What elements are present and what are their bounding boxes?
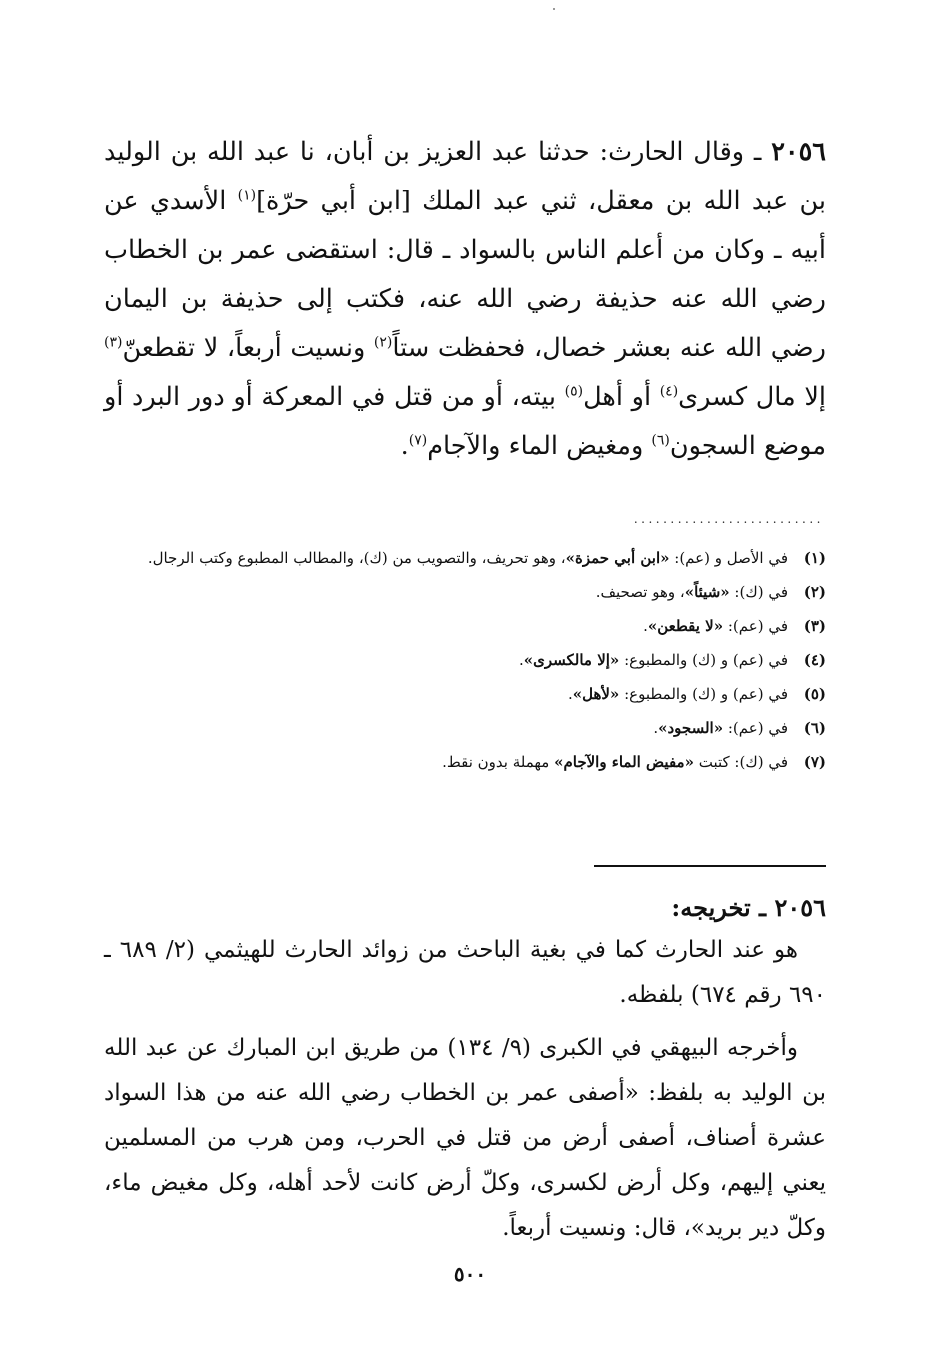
footnote-ref: (٦): [651, 432, 670, 449]
footnote-text-part: .: [518, 651, 524, 669]
footnote-text-part: في (عم):: [723, 617, 788, 635]
scan-speck: [553, 8, 555, 10]
takhrij-heading: ٢٠٥٦ ـ تخريجه:: [671, 893, 826, 922]
takhrij-section: [104, 888, 826, 1251]
footnote-text-part: في (عم) و (ك) والمطبوع:: [619, 685, 788, 703]
footnote-text-part: .: [653, 719, 659, 737]
hadith-text-part: ونسيت أربعاً، لا تقطعنّ: [122, 333, 374, 363]
footnote-quote: «شيئاً»: [684, 583, 730, 601]
footnote-item: [104, 643, 826, 677]
footnote-text-part: في (عم):: [723, 719, 788, 737]
footnote-number: (٦): [803, 719, 826, 737]
footnote-text: [104, 745, 788, 779]
footnote-text-part: .: [567, 685, 573, 703]
footnote-quote: «لأهل»: [572, 685, 620, 703]
footnote-ref: (٤): [659, 383, 679, 400]
hadith-text: [104, 128, 826, 471]
footnote-text-part: .: [643, 617, 648, 635]
footnote-item: [104, 745, 826, 779]
footnote-quote: «إلا مالكسرى»: [523, 651, 620, 669]
footnote-quote: «مفيض الماء والآجام»: [554, 753, 694, 771]
footnote-text-part: في (ك):: [729, 583, 788, 601]
footnote-item: [104, 677, 826, 711]
footnote-quote: «السجود»: [658, 719, 724, 737]
footnote-ref: (٣): [104, 334, 123, 351]
footnote-number: (٧): [803, 753, 826, 771]
footnote-text-part: في (ك): كتبت: [693, 753, 788, 771]
footnote-number: (٥): [803, 685, 826, 703]
footnote-item: [104, 609, 826, 643]
footnote-text: [104, 711, 788, 745]
footnote-text: [104, 609, 788, 643]
footnote-item: [104, 541, 826, 575]
footnote-ref: (٢): [373, 334, 393, 351]
footnote-text-part: في (عم) و (ك) والمطبوع:: [619, 651, 788, 669]
hadith-text-part: ومغيض الماء والآجام: [427, 431, 652, 461]
footnote-text: [104, 677, 788, 711]
footnote-number: (١): [803, 549, 826, 567]
footnote-text-part: في الأصل و (عم):: [669, 549, 788, 567]
footnote-number: (٣): [803, 617, 826, 635]
footnote-text-part: مهملة بدون نقط.: [442, 753, 555, 771]
hadith-text-part: .: [400, 431, 409, 461]
footnote-ref: (٧): [408, 432, 428, 449]
footnote-ref: (٥): [564, 383, 584, 400]
footnote-ref: (١): [237, 187, 257, 204]
hadith-text-part: بيته، أو من قتل في المعركة أو دور البرد أو موضع السجون: [104, 382, 826, 461]
footnote-quote: «لا يقطعن»: [647, 617, 724, 635]
footnote-item: [104, 711, 826, 745]
footnote-text-part: ، وهو تصحيف.: [595, 583, 685, 601]
footnote-text: [104, 541, 788, 575]
hadith-text-part: ـ وقال الحارث: حدثنا عبد العزيز بن أبان، نا عبد الله بن الوليد بن عبد الله بن معقل، ثني عبد الملك [ابن أبي حرّة]: [104, 137, 826, 216]
hadith-text-part: الأسدي عن أبيه ـ وكان من أعلم الناس بالسواد ـ قال: استقضى عمر بن الخطاب رضي الله عنه حذيفة رضي الله عنه، فكتب إلى حذيفة بن اليمان رضي الله عنه بعشر خصال، فحفظت ستاً: [104, 186, 826, 363]
footnote-item: [104, 575, 826, 609]
page-number: ٥٠٠: [453, 1262, 487, 1286]
takhrij-paragraph: وأخرجه البيهقي في الكبرى (٩/ ١٣٤) من طريق ابن المبارك عن عبد الله بن الوليد به بلفظ: «أصفى عمر بن الخطاب رضي الله عنه من هذا السواد عشرة أصناف، أصفى أرض من قتل في الحرب، ومن هرب من المسلمين يعني إليهم، وكل أرض لكسرى، وكلّ أرض كانت لأحد أهله، وكل مغيض ماء، وكلّ دير بريد»، قال: ونسيت أربعاً.: [104, 1035, 826, 1241]
hadith-text-part: أو أهل: [583, 382, 660, 412]
footnote-text: [104, 575, 788, 609]
footnote-text-part: ، وهو تحريف، والتصويب من (ك)، والمطالب المطبوع وكتب الرجال.: [147, 549, 566, 567]
footnote-quote: «ابن أبي حمزة»: [565, 549, 670, 567]
hadith-number: ٢٠٥٦: [771, 137, 826, 167]
footnote-number: (٢): [803, 583, 826, 601]
footnote-separator: ..........................: [633, 512, 824, 526]
footnote-text: [104, 643, 788, 677]
hadith-text-part: إلا مال كسرى: [678, 382, 826, 412]
footnote-number: (٤): [803, 651, 826, 669]
footnotes-list: [104, 541, 826, 779]
section-divider: [594, 865, 826, 867]
takhrij-paragraph: هو عند الحارث كما في بغية الباحث من زوائد الحارث للهيثمي (٢/ ٦٨٩ ـ ٦٩٠ رقم ٦٧٤) بلفظه.: [104, 937, 826, 1008]
